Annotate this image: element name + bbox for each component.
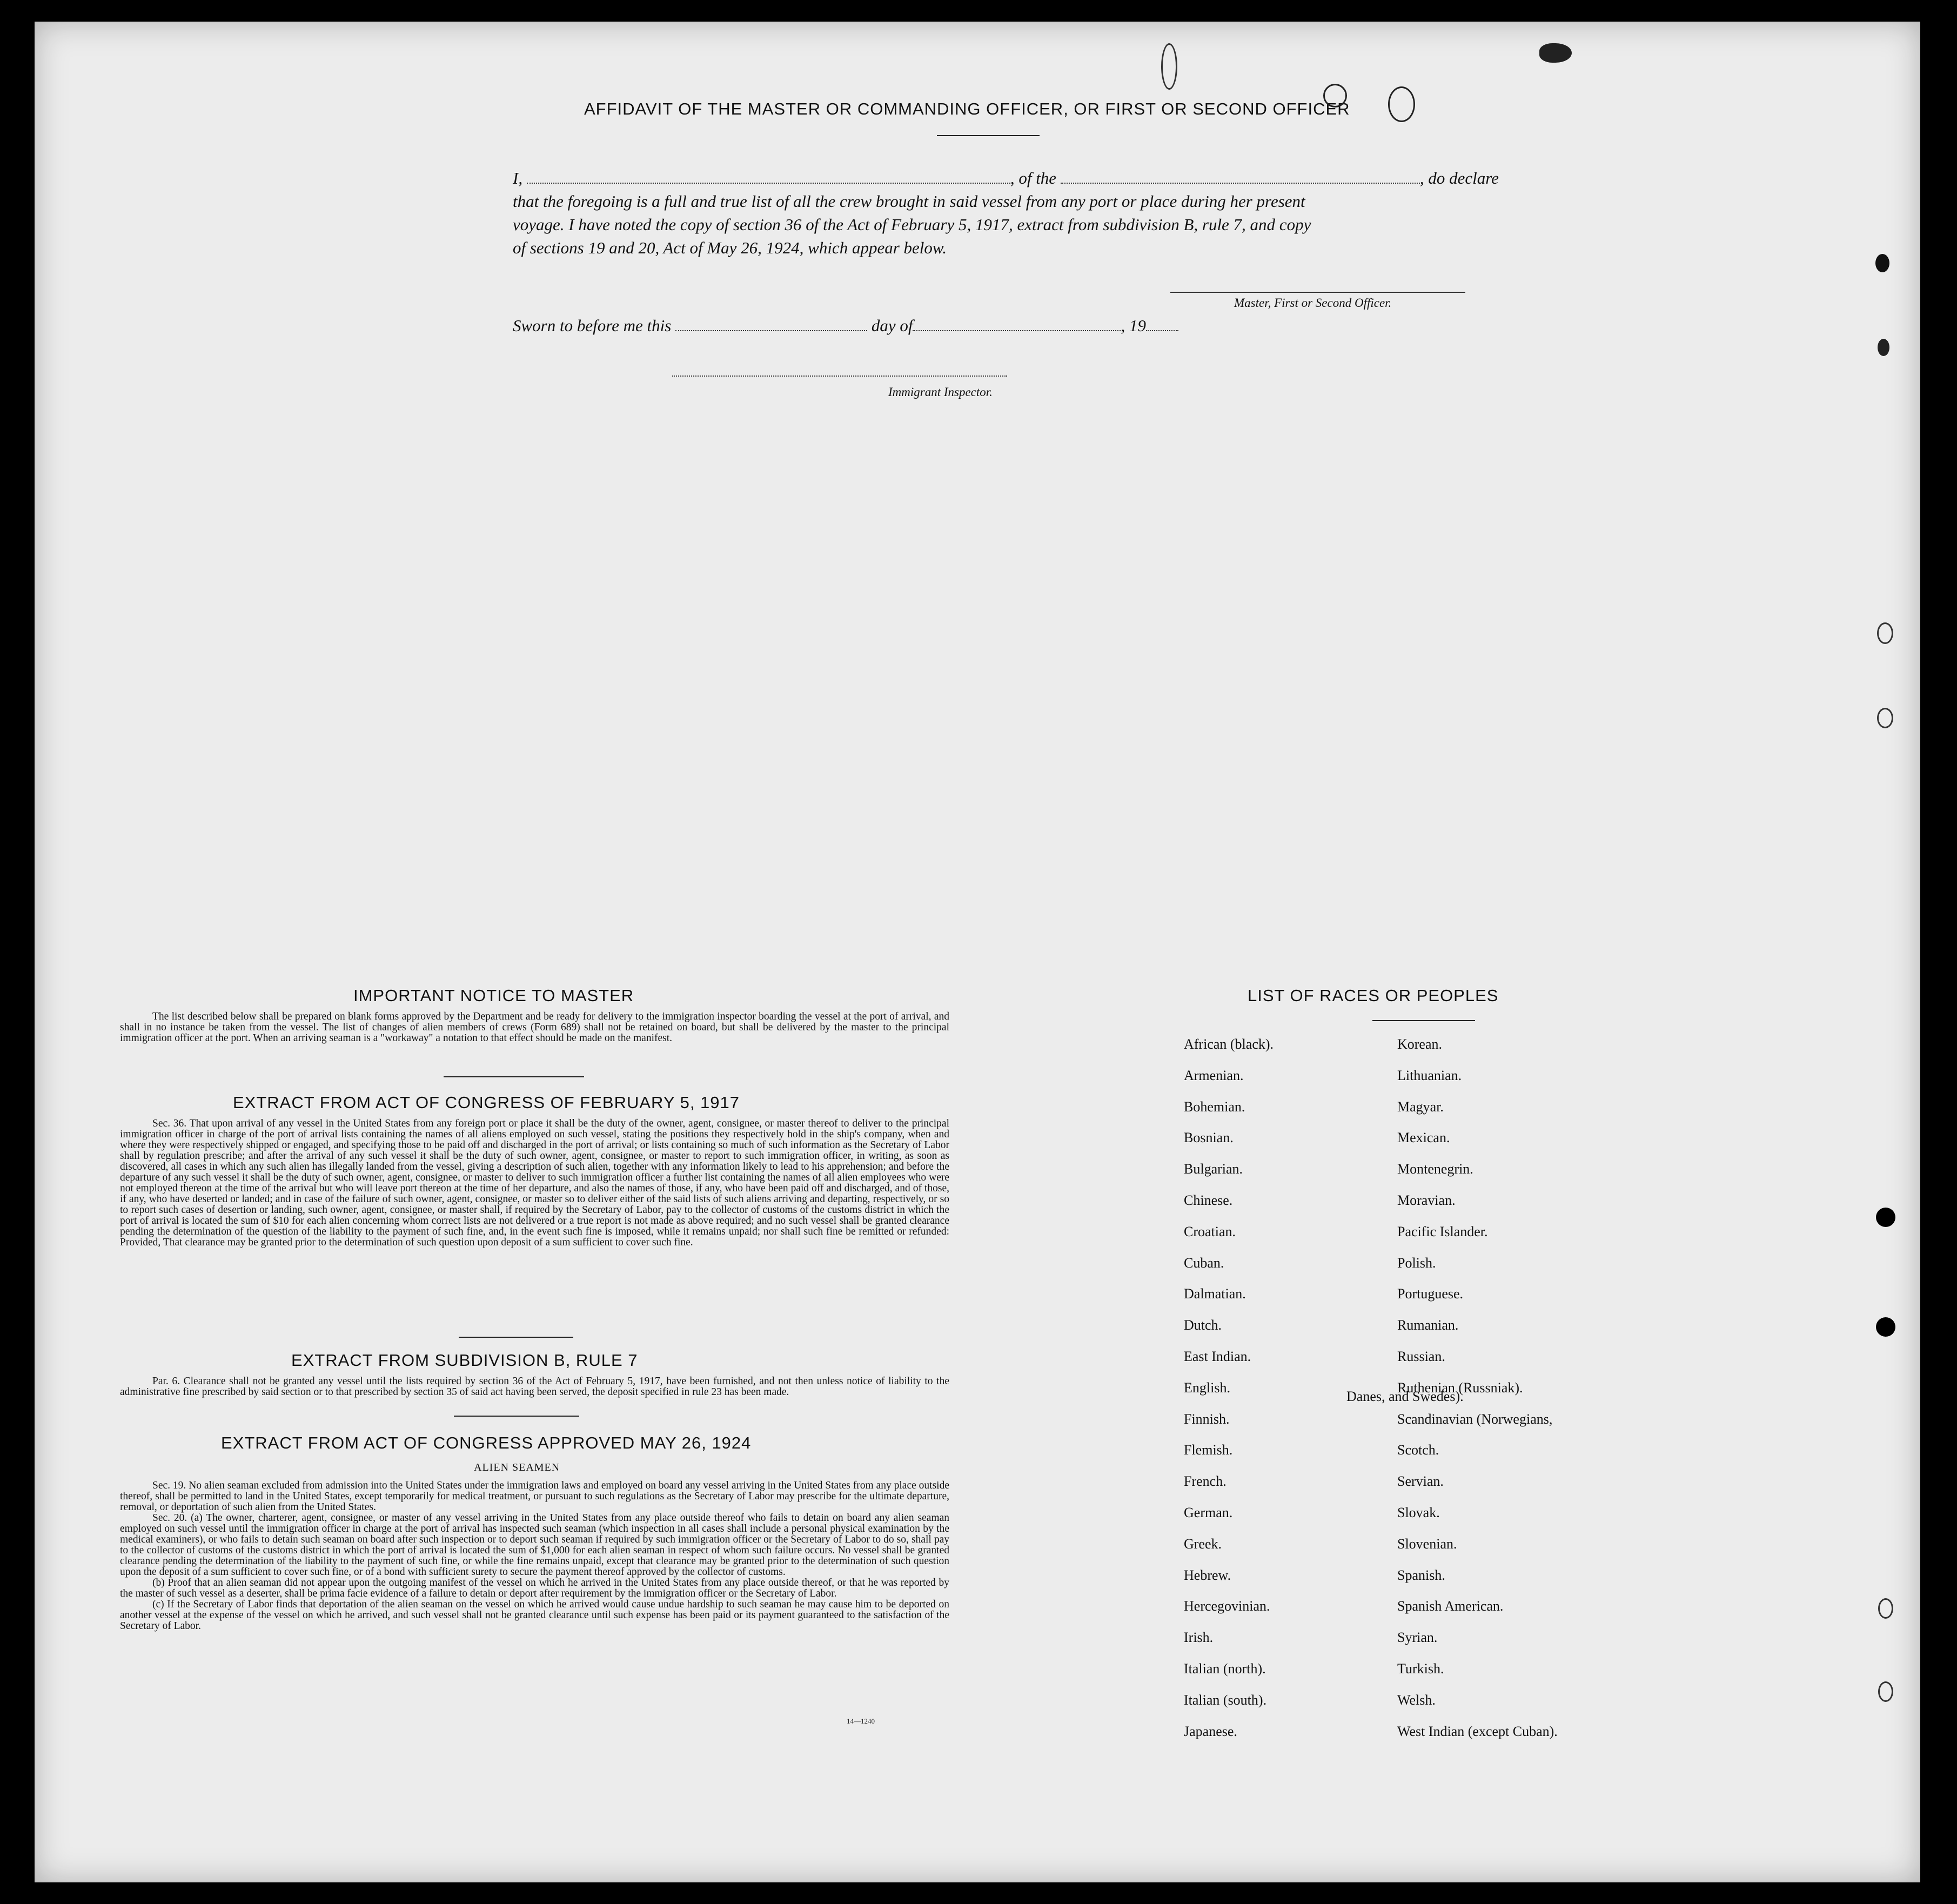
race-left-item: East Indian. xyxy=(1184,1349,1251,1364)
sworn-day-of: day of xyxy=(871,316,913,335)
inspector-signature-line[interactable] xyxy=(672,376,1007,377)
declaration-line-1 xyxy=(513,166,1556,190)
extract-1917-text: Sec. 36. That upon arrival of any vessel in the United States from any foreign port or place it shall be the duty of the owner, agent, consignee, or master thereof to deliver to the principal immigration officer in charge of the port of arrival lists containing the names of all aliens employed on such vessel, stating the positions they respectively hold in the ship's company, when and where they were respectively shipped or engaged, and specifying those to be paid off and discharged in the port of arrival; or lists containing so much of such information as the Secretary of Labor shall by regulation prescribe; and after the arrival of any such vessel it shall be the duty of such owner, agent, consignee, or master to report to such immigration officer, in writing, as soon as discovered, all cases in which any such alien has illegally landed from the vessel, giving a description of such alien, together with any information likely to lead to his apprehension; and before the departure of any such vessel it shall be the duty of such owner, agent, consignee, or master to deliver to such immigration officer a further list containing the names of all alien employees who were not employed thereon at the time of the arrival but who will leave port thereon at the time of her departure, and also the names of those, if any, who have been paid off and discharged, and of those, if any, who have deserted or landed; and in case of the failure of such owner, agent, consignee, or master so to deliver either of the said lists of such aliens arriving and departing, respectively, or so to report such cases of desertion or landing, such owner, agent, consignee, or master shall, if required by the Secretary of Labor, pay to the collector of customs of the customs district in which the port of arrival is located the sum of $10 for each alien concerning whom correct lists are not delivered or a true report is not made as above required; and no such vessel shall be granted clearance pending the determination of the question of the liability to the payment of such fine, and, in the event such fine is imposed, while it remains unpaid; nor shall such fine be remitted or refunded: Provided, That clearance may be granted prior to the determination of such question upon deposit of a sum sufficient to cover such fine. xyxy=(120,1118,949,1248)
form-sheet xyxy=(35,22,1920,1882)
race-right-item: Montenegrin. xyxy=(1397,1161,1473,1177)
declarant-name-field[interactable] xyxy=(527,171,1010,184)
race-left-item: French. xyxy=(1184,1473,1227,1489)
extract-1917-divider xyxy=(459,1337,573,1338)
section-20c-text: (c) If the Secretary of Labor finds that deportation of the alien seaman on the vessel on which he arrived would cause undue hardship to such seaman he may cause him to be deported on another vessel at the expense of the vessel on which he arrived, and such vessel shall not be granted clearance until such expense has been paid or its payment guaranteed to the satisfaction of the Secretary of Labor. xyxy=(120,1599,949,1632)
race-left-item: Flemish. xyxy=(1184,1442,1233,1458)
sworn-year-field[interactable] xyxy=(1146,318,1178,331)
stain-mark xyxy=(1388,86,1415,122)
extract-1917-title: EXTRACT FROM ACT OF CONGRESS OF FEBRUARY 5, 1917 xyxy=(233,1093,740,1112)
race-right-item: West Indian (except Cuban). xyxy=(1397,1724,1558,1739)
race-left-item: Cuban. xyxy=(1184,1255,1224,1271)
declaration-line-2: that the foregoing is a full and true list of all the crew brought in said vessel from any port or place during her present xyxy=(513,192,1305,211)
race-right-item: Polish. xyxy=(1397,1255,1436,1271)
punch-hole xyxy=(1875,254,1889,272)
sworn-day-field[interactable] xyxy=(675,318,867,331)
punch-hole xyxy=(1877,708,1893,728)
affidavit-title: AFFIDAVIT OF THE MASTER OR COMMANDING OFFICER, OR FIRST OR SECOND OFFICER xyxy=(584,99,1350,118)
declaration-i: I, xyxy=(513,169,523,187)
master-signature-line[interactable] xyxy=(1170,292,1465,293)
race-right-item: Korean. xyxy=(1397,1036,1443,1052)
race-right-item: Rumanian. xyxy=(1397,1317,1459,1333)
race-left-item: Italian (south). xyxy=(1184,1692,1267,1708)
races-title: LIST OF RACES OR PEOPLES xyxy=(1248,986,1499,1005)
race-left-item: Chinese. xyxy=(1184,1192,1233,1208)
race-right-item: Syrian. xyxy=(1397,1630,1438,1645)
sworn-year-prefix: , 19 xyxy=(1121,316,1146,335)
race-left-item: Italian (north). xyxy=(1184,1661,1266,1677)
race-left-item: Finnish. xyxy=(1184,1411,1230,1427)
subdivision-text: Par. 6. Clearance shall not be granted any vessel until the lists required by section 36 of the Act of February 5, 1917, have been furnished, and not then unless notice of liability to the administrative fine prescribed by said section or to that prescribed by section 35 of said act having been served, the deposit specified in rule 23 has been made. xyxy=(120,1376,949,1398)
affidavit-declaration xyxy=(513,166,1556,259)
race-right-item: Portuguese. xyxy=(1397,1286,1464,1302)
race-left-item: Dalmatian. xyxy=(1184,1286,1246,1302)
punch-hole xyxy=(1876,1317,1895,1337)
sworn-line xyxy=(513,316,1178,336)
sworn-prefix: Sworn to before me this xyxy=(513,316,672,335)
master-signature-label: Master, First or Second Officer. xyxy=(1234,296,1392,310)
race-left-item: Dutch. xyxy=(1184,1317,1222,1333)
race-left-item: Bohemian. xyxy=(1184,1099,1245,1115)
race-right-item: Ruthenian (Russniak). xyxy=(1397,1380,1523,1396)
race-left-item: German. xyxy=(1184,1505,1233,1520)
race-left-item: Japanese. xyxy=(1184,1724,1237,1739)
race-right-item: Scandinavian (Norwegians, xyxy=(1397,1411,1553,1427)
section-20b-text: (b) Proof that an alien seaman did not appear upon the outgoing manifest of the vessel on which he arrived in the United States from any place outside thereof, or that he was reported by the master of such vessel as a deserter, shall be prima facie evidence of a failure to detain or deport after requirement by the immigration officer or the Secretary of Labor. xyxy=(120,1577,949,1599)
punch-hole xyxy=(1877,622,1893,644)
race-right-item: Russian. xyxy=(1397,1349,1445,1364)
vessel-name-field[interactable] xyxy=(1061,171,1420,184)
form-number: 14—1240 xyxy=(847,1717,875,1725)
punch-hole xyxy=(1878,339,1889,356)
race-right-item: Lithuanian. xyxy=(1397,1068,1462,1083)
race-right-item: Magyar. xyxy=(1397,1099,1444,1115)
race-right-item: Mexican. xyxy=(1397,1130,1450,1145)
clip-mark xyxy=(1539,43,1572,63)
race-left-item: Armenian. xyxy=(1184,1068,1244,1083)
race-right-item: Welsh. xyxy=(1397,1692,1436,1708)
notice-title: IMPORTANT NOTICE TO MASTER xyxy=(353,986,634,1005)
declaration-line-3: voyage. I have noted the copy of section 36 of the Act of February 5, 1917, extract from subdivision B, rule 7, and copy xyxy=(513,215,1311,234)
race-left-item: African (black). xyxy=(1184,1036,1274,1052)
race-right-item: Pacific Islander. xyxy=(1397,1224,1488,1239)
inspector-label: Immigrant Inspector. xyxy=(888,385,993,399)
subdivision-title: EXTRACT FROM SUBDIVISION B, RULE 7 xyxy=(291,1351,638,1370)
stain-mark xyxy=(1323,84,1347,108)
subdivision-divider xyxy=(454,1416,579,1417)
declaration-line-4: of sections 19 and 20, Act of May 26, 1924, which appear below. xyxy=(513,238,947,257)
race-right-item: Moravian. xyxy=(1397,1192,1456,1208)
race-left-item: Hercegovinian. xyxy=(1184,1598,1270,1614)
section-20a-text: Sec. 20. (a) The owner, charterer, agent, consignee, or master of any vessel arriving in the United States from any place outside thereof who fails to detain on board any alien seaman employed on such vessel until the immigration officer in charge at the port of arrival has inspected such seaman (which inspection in all cases shall include a personal physical examination by the medical examiners), or who fails to detain such seaman on board after such inspection or to deport such seaman if required by such immigration officer or the Secretary of Labor to do so, shall pay to the collector of customs of the customs district in which the port of arrival is located the sum of $1,000 for each alien seaman in respect of whom such failure occurs. No vessel shall be granted clearance pending the determination of the liability to the payment of such fine, or while the fine remains unpaid, except that clearance may be granted prior to the determination of such question upon the deposit of a sum sufficient to cover such fine, or of a bond with sufficient surety to secure the payment thereof approved by the collector of customs. xyxy=(120,1512,949,1578)
punch-hole xyxy=(1876,1208,1895,1227)
race-right-item: Turkish. xyxy=(1397,1661,1444,1677)
notice-text: The list described below shall be prepared on blank forms approved by the Department and be ready for delivery to the immigration inspector boarding the vessel at the port of arrival, and shall in no instance be taken from the vessel. The list of changes of alien members of crews (Form 689) shall not be retained on board, but shall be delivered by the master to the principal immigration officer at the port. When an arriving seaman is a "workaway" a notation to that effect should be made on the manifest. xyxy=(120,1011,949,1044)
race-left-item: Croatian. xyxy=(1184,1224,1236,1239)
race-right-item: Spanish. xyxy=(1397,1567,1445,1583)
race-left-item: Bulgarian. xyxy=(1184,1161,1243,1177)
race-right-item: Servian. xyxy=(1397,1473,1444,1489)
alien-seamen-subtitle: ALIEN SEAMEN xyxy=(474,1461,560,1473)
race-right-item: Scotch. xyxy=(1397,1442,1439,1458)
race-right-item: Slovak. xyxy=(1397,1505,1440,1520)
declaration-of-the: , of the xyxy=(1010,169,1057,187)
section-19-text: Sec. 19. No alien seaman excluded from admission into the United States under the immigration laws and employed on board any vessel arriving in the United States from any place outside thereof, shall be permitted to land in the United States, except temporarily for medical treatment, or pursuant to such regulations as the Secretary of Labor may prescribe for the ultimate departure, removal, or deportation of such alien from the United States. xyxy=(120,1480,949,1513)
race-left-item: Greek. xyxy=(1184,1536,1222,1552)
race-left-item: English. xyxy=(1184,1380,1230,1396)
race-left-item: Irish. xyxy=(1184,1630,1214,1645)
sworn-month-field[interactable] xyxy=(913,318,1121,331)
title-divider xyxy=(937,135,1040,136)
extract-1924-body xyxy=(120,1480,949,1632)
race-left-item: Hebrew. xyxy=(1184,1567,1231,1583)
races-divider xyxy=(1372,1020,1475,1021)
race-left-item: Bosnian. xyxy=(1184,1130,1234,1145)
declaration-do-declare: , do declare xyxy=(1419,169,1499,187)
punch-hole xyxy=(1878,1598,1893,1619)
race-right-item: Slovenian. xyxy=(1397,1536,1457,1552)
extract-1924-title: EXTRACT FROM ACT OF CONGRESS APPROVED MAY 26, 1924 xyxy=(221,1433,752,1452)
notice-divider xyxy=(444,1076,584,1077)
punch-hole xyxy=(1878,1681,1893,1702)
race-right-item: Spanish American. xyxy=(1397,1598,1504,1614)
stain-mark xyxy=(1161,43,1177,90)
race-right-scandinavian-continued: Danes, and Swedes). xyxy=(1346,1389,1464,1404)
